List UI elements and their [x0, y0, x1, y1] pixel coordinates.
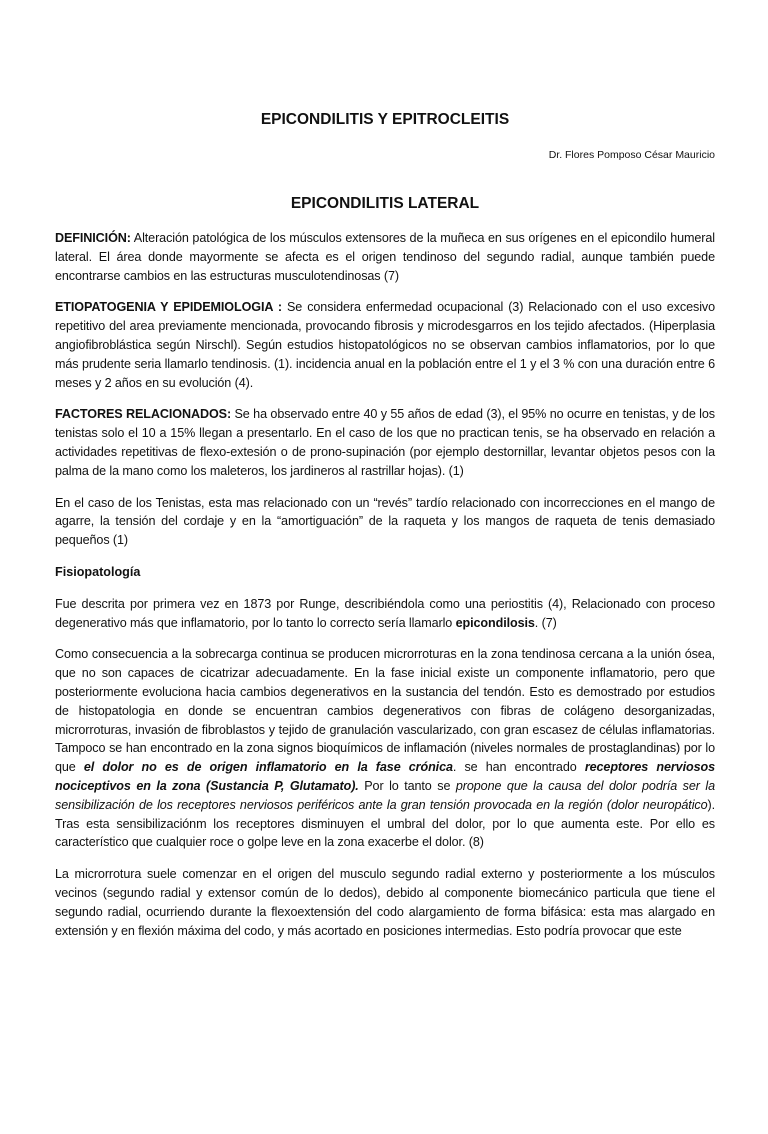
fisio-intro-paragraph: [55, 595, 715, 633]
microrrotura-paragraph: La microrrotura suele comenzar en el origen del musculo segundo radial externo y posteriormente a los músculos vecinos (segundo radial y extensor común de lo dedos), debido al componente biomecánico particula que tiene el segundo radial, ocurriendo durante la flexoextensión del codo alargamiento de forma bifásica: esta mas alargado en extensión y en flexión máxima del codo, y más acortado en posiciones intermedias. Esto podría provocar que este: [55, 867, 715, 938]
fisiopatologia-heading: Fisiopatología: [55, 564, 141, 579]
factores-label: FACTORES RELACIONADOS:: [55, 407, 232, 422]
sobrecarga-emphasis-2: receptores nerviosos nociceptivos en la zona (Sustancia P, Glutamato).: [55, 760, 715, 793]
sobrecarga-emphasis-1: el dolor no es de origen inflamatorio en la fase crónica: [83, 760, 453, 775]
fisio-intro-text: Fue descrita por primera vez en 1873 por Runge, describiéndola como una periostitis (4), Relacionado con proceso degenerativo más que inflamatorio, por lo tanto lo correcto sería llamarlo: [55, 596, 715, 630]
document-title: EPICONDILITIS Y EPITROCLEITIS: [260, 111, 510, 128]
document-page: [0, 110, 768, 1134]
fisio-intro-bold: epicondilosis: [455, 615, 535, 630]
etiopatogenia-text: Se considera enfermedad ocupacional (3) Relacionado con el uso excesivo repetitivo del area previamente mencionada, provocando fibrosis y microdesgarros en los tejido afectados. (Hiperplasia angiofibroblástica según Nirschl). Según estudios histopatológicos no se observan cambios inflamatorios, por lo que más prudente seria llamarlo tendinosis. (1). incidencia anual en la población entre el 1 y el 3 % con una duración entre 6 meses y 2 años en su evolución (4).: [55, 300, 715, 390]
tenistas-paragraph: En el caso de los Tenistas, esta mas relacionado con un “revés” tardío relacionado con incorrecciones en el mango de agarre, la tensión del cordaje y en la “amortiguación” de la raqueta y los mangos de raqueta de tenis demasiado pequeños (1): [55, 495, 715, 548]
sobrecarga-italic-1: propone que la causa del dolor podría ser la sensibilización de los receptores nerviosos periféricos ante la gran tensión provocada en la región (dolor neuropático: [55, 778, 715, 812]
sobrecarga-text-2: . se han encontrado: [452, 760, 585, 775]
definicion-text: Alteración patológica de los músculos extensores de la muñeca en sus orígenes en el epicondilo humeral lateral. El área donde mayormente se afecta es el origen tendinoso del segundo radial, aunque también puede encontrarse cambios en las estructuras musculotendinosas (7): [55, 231, 715, 283]
factores-paragraph: [55, 405, 715, 480]
etiopatogenia-paragraph: [55, 298, 715, 392]
fisio-intro-tail: . (7): [534, 615, 557, 630]
factores-text: Se ha observado entre 40 y 55 años de edad (3), el 95% no ocurre en tenistas, y de los tenistas solo el 10 a 15% llegan a presentarlo. En el caso de los que no practican tenis, se ha observado en relación a actividades repetitivas de flexo-extesión o de prono-supinación (por ejemplo destornillar, levantar objetos pesos con la palma de la mano como los maleteros, los jardineros al rastrillar hojas). (1): [55, 407, 715, 478]
author-line: Dr. Flores Pomposo César Mauricio: [548, 149, 715, 161]
definicion-paragraph: [55, 229, 715, 285]
sobrecarga-text-3: Por lo tanto se: [358, 778, 456, 793]
section-title: EPICONDILITIS LATERAL: [290, 195, 480, 212]
definicion-label: DEFINICIÓN:: [55, 231, 131, 245]
etiopatogenia-label: ETIOPATOGENIA Y EPIDEMIOLOGIA :: [55, 300, 282, 315]
sobrecarga-text-4: ). Tras esta sensibilizaciónm los receptores disminuyen el umbral del dolor, por lo que aumenta este. Por ello es característico que cualquier roce o golpe leve en la zona exacerbe el dolor. (8): [55, 797, 715, 850]
sobrecarga-paragraph: [55, 645, 715, 852]
sobrecarga-text-1: Como consecuencia a la sobrecarga continua se producen microrroturas en la zona tendinosa cercana a la unión ósea, que no son capaces de cicatrizar adecuadamente. En la fase inicial existe un componente inflamatorio, pero que posteriormente evoluciona hacia cambios degenerativos en la sustancia del tendón. Esto es demostrado por estudios de histopatologia en donde se encuentran cambios degenerativos con fibras de colágeno desorganizadas, microrroturas, invasión de fibroblastos y tejido de granulación vascularizado, con gran escasez de células inflamatorias. Tampoco se han encontrado en la zona signos bioquímicos de inflamación (niveles normales de prostaglandinas) por lo que: [55, 647, 715, 775]
